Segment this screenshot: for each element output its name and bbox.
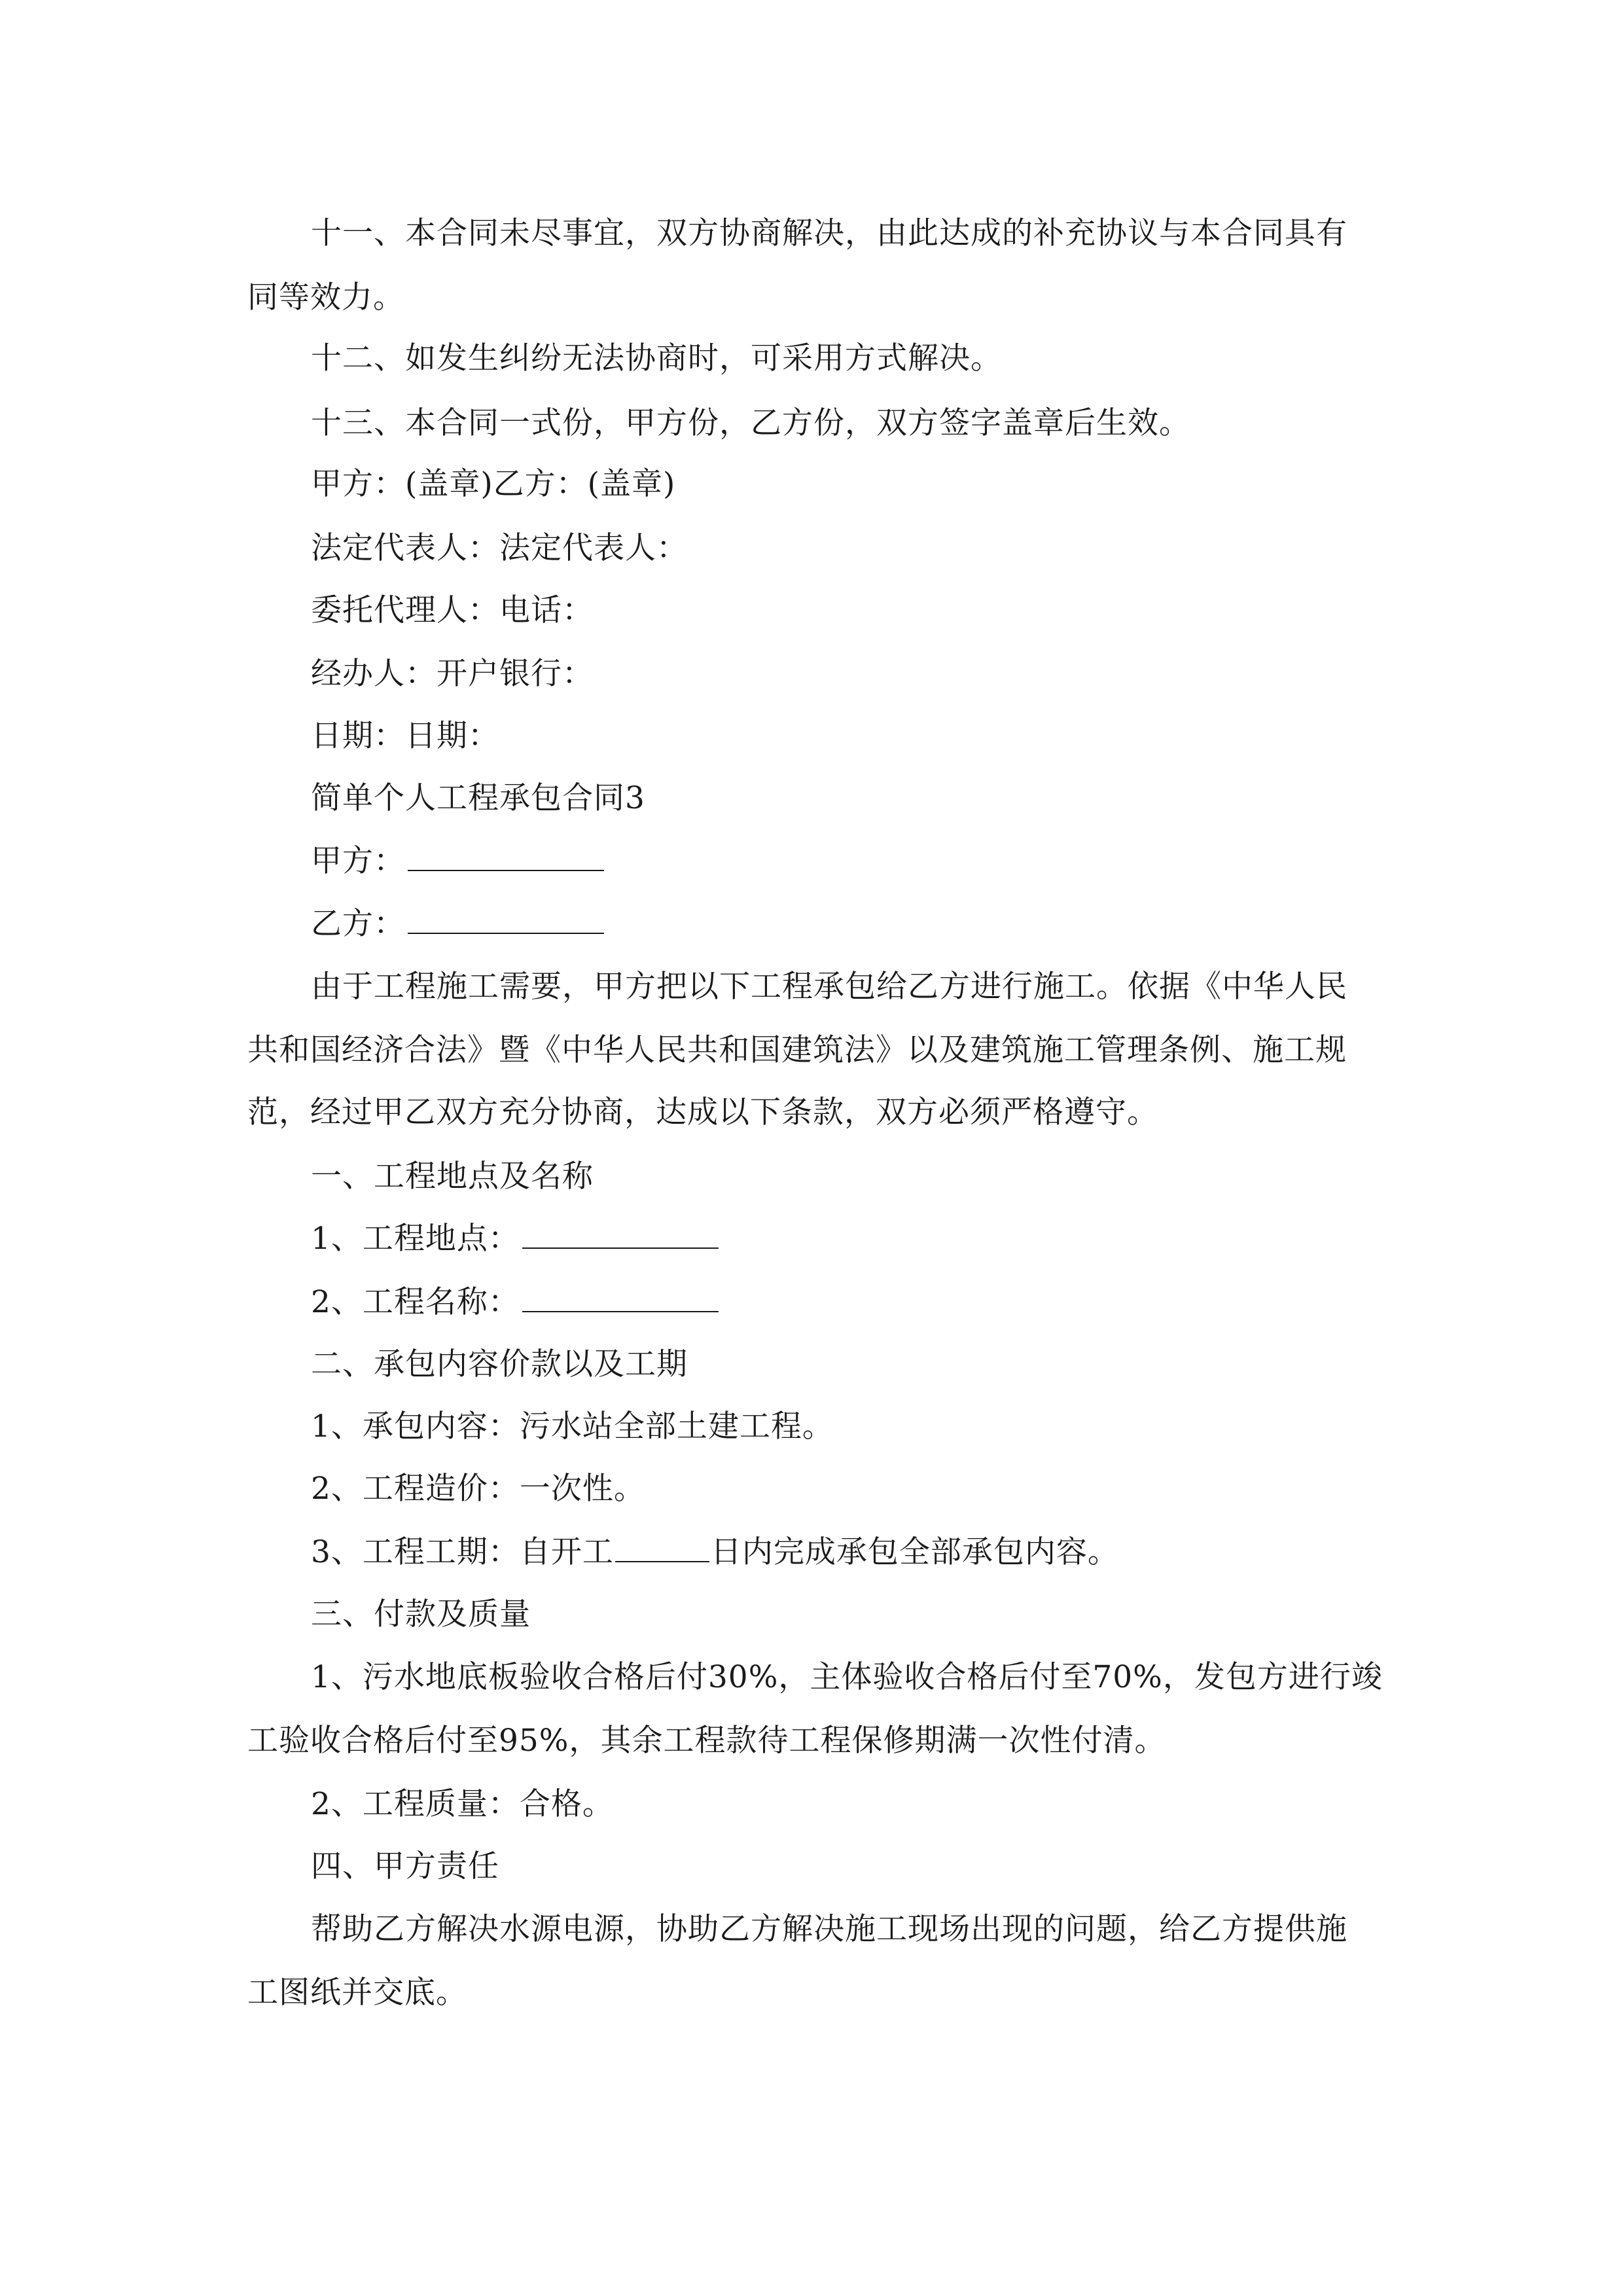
- party-a-duty-line-1: 帮助乙方解决水源电源，协助乙方解决施工现场出现的问题，给乙方提供施: [311, 1911, 1347, 1947]
- preamble-line-3: 范，经过甲乙双方充分协商，达成以下条款，双方必须严格遵守。: [247, 1094, 1158, 1130]
- clause-12: 十二、如发生纠纷无法协商时，可采用方式解决。: [311, 340, 1002, 376]
- signature-party-seal: 甲方：(盖章)乙方：(盖章): [311, 466, 676, 502]
- clause-11-line-1: 十一、本合同未尽事宜，双方协商解决，由此达成的补充协议与本合同具有: [311, 215, 1347, 251]
- project-name-line: [311, 1283, 1450, 1322]
- party-b-line: [311, 905, 1450, 944]
- project-name-label: 2、工程名称：: [311, 1284, 520, 1320]
- project-location-line: [311, 1219, 1450, 1259]
- contract-content: 1、承包内容：污水站全部土建工程。: [311, 1408, 834, 1444]
- party-b-blank: [408, 906, 604, 934]
- project-location-label: 1、工程地点：: [311, 1221, 520, 1257]
- project-duration-label: 3、工程工期：自开工: [311, 1534, 614, 1570]
- project-duration-tail: 日内完成承包全部承包内容。: [710, 1534, 1119, 1570]
- section-2-heading: 二、承包内容价款以及工期: [311, 1346, 688, 1382]
- signature-agent-phone: 委托代理人：电话：: [311, 592, 594, 628]
- section-1-heading: 一、工程地点及名称: [311, 1158, 594, 1194]
- contract-3-title: 简单个人工程承包合同3: [311, 780, 645, 816]
- signature-handler-bank: 经办人：开户银行：: [311, 656, 594, 692]
- preamble-line-1: 由于工程施工需要，甲方把以下工程承包给乙方进行施工。依据《中华人民: [311, 969, 1347, 1005]
- project-duration-blank: [615, 1535, 709, 1562]
- signature-legal-rep: 法定代表人：法定代表人：: [311, 530, 688, 566]
- project-quality: 2、工程质量：合格。: [311, 1786, 614, 1822]
- payment-line-2: 工验收合格后付至95%，其余工程款待工程保修期满一次性付清。: [247, 1723, 1166, 1759]
- clause-11-line-2: 同等效力。: [247, 279, 404, 315]
- preamble-line-2: 共和国经济合法》暨《中华人民共和国建筑法》以及建筑施工管理条例、施工规: [247, 1032, 1347, 1068]
- project-location-blank: [522, 1221, 719, 1249]
- project-name-blank: [522, 1285, 719, 1312]
- party-a-line: [311, 842, 1450, 881]
- section-4-heading: 四、甲方责任: [311, 1848, 499, 1884]
- party-a-duty-line-2: 工图纸并交底。: [247, 1975, 467, 2011]
- project-cost: 2、工程造价：一次性。: [311, 1471, 645, 1507]
- section-3-heading: 三、付款及质量: [311, 1596, 531, 1632]
- clause-13: 十三、本合同一式份，甲方份，乙方份，双方签字盖章后生效。: [311, 405, 1190, 441]
- payment-line-1: 1、污水地底板验收合格后付30%，主体验收合格后付至70%，发包方进行竣: [311, 1659, 1383, 1695]
- project-duration-line: [311, 1533, 1450, 1572]
- party-a-label: 甲方：: [311, 843, 405, 879]
- party-a-blank: [408, 844, 604, 871]
- party-b-label: 乙方：: [311, 906, 405, 942]
- signature-date: 日期：日期：: [311, 718, 499, 754]
